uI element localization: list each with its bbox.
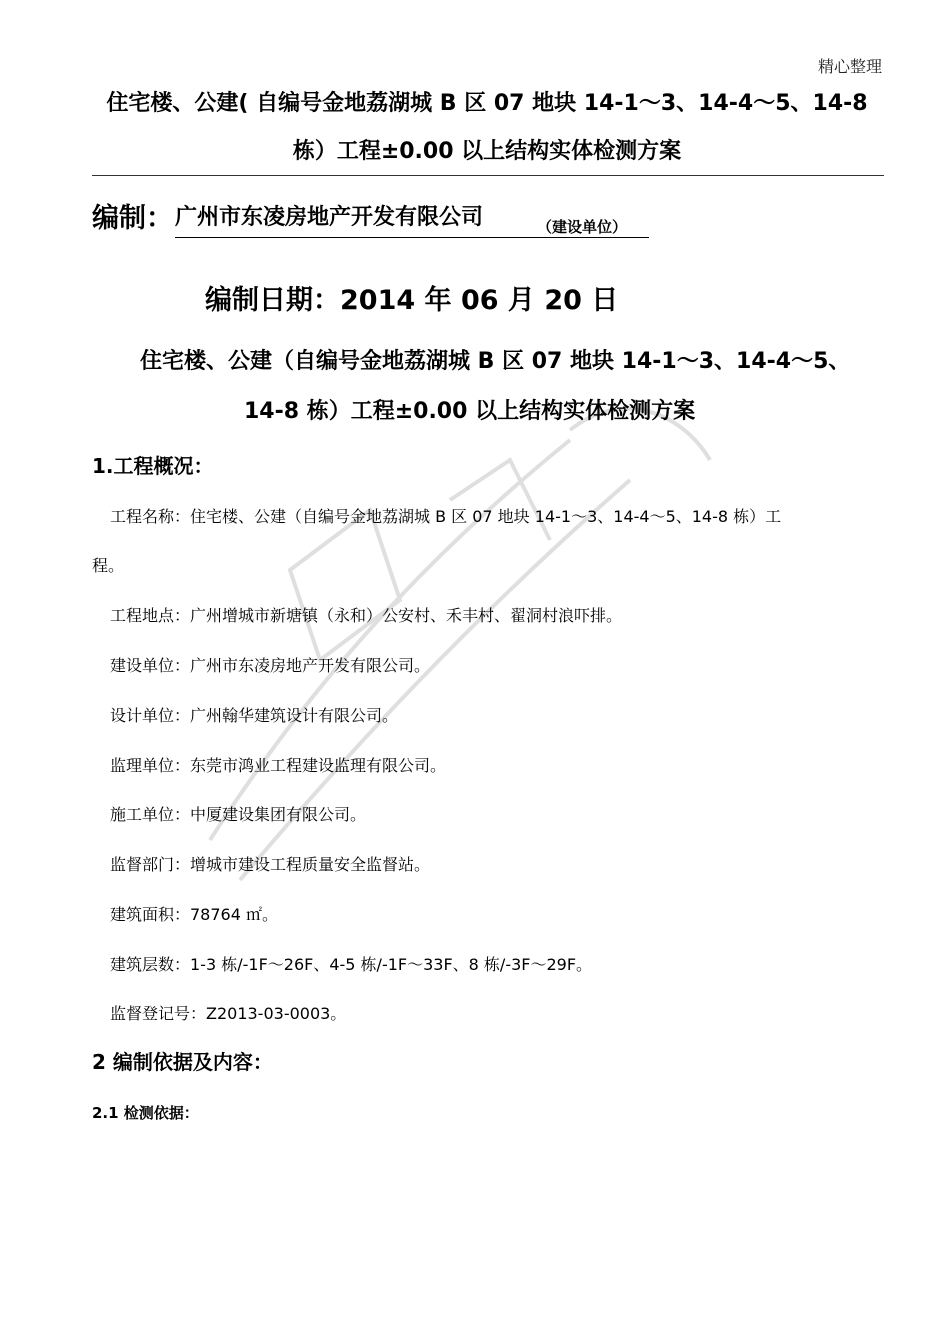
project-designer: 设计单位：广州翰华建筑设计有限公司。 (110, 706, 399, 725)
compile-date: 编制日期：2014 年 06 月 20 日 (205, 285, 619, 316)
document-title-line-1: 住宅楼、公建（自编号金地荔湖城 B 区 07 地块 14-1～3、14-4～5、 (140, 349, 851, 374)
section-2-heading: 2 编制依据及内容： (92, 1050, 273, 1074)
project-floors: 建筑层数：1-3 栋/-1F～26F、4-5 栋/-1F～33F、8 栋/-3F～29F。 (110, 955, 593, 974)
section-1-heading: 1.工程概况： (92, 454, 214, 478)
compiler-label: 编制： (92, 203, 173, 234)
header-note: 精心整理 (817, 57, 882, 76)
project-registration: 监督登记号：Z2013-03-0003。 (110, 1004, 347, 1023)
document-title-line-2: 14-8 栋）工程±0.00 以上结构实体检测方案 (244, 399, 696, 424)
section-2-1-heading: 2.1 检测依据： (92, 1104, 199, 1122)
project-name-line-2: 程。 (92, 556, 125, 575)
watermark-stamp (150, 370, 790, 930)
project-name-line-1: 工程名称：住宅楼、公建（自编号金地荔湖城 B 区 07 地块 14-1～3、14-4～5、14-8 栋）工 (110, 507, 782, 526)
project-supervisor: 监理单位：东莞市鸿业工程建设监理有限公司。 (110, 756, 447, 775)
compiler-underline (175, 237, 649, 238)
compiler-name: 广州市东凌房地产开发有限公司 (175, 205, 484, 230)
cover-title-line-1: 住宅楼、公建( 自编号金地荔湖城 B 区 07 地块 14-1～3、14-4～5、14-8 (106, 91, 868, 116)
cover-title-line-2: 栋）工程±0.00 以上结构实体检测方案 (292, 139, 682, 164)
project-location: 工程地点：广州增城市新塘镇（永和）公安村、禾丰村、翟洞村浪吓排。 (110, 606, 623, 625)
project-owner: 建设单位：广州市东凌房地产开发有限公司。 (110, 656, 431, 675)
project-authority: 监督部门：增城市建设工程质量安全监督站。 (110, 855, 431, 874)
title-divider (92, 175, 884, 176)
project-area: 建筑面积：78764 ㎡。 (110, 905, 278, 924)
compiler-role: （建设单位） (537, 218, 628, 236)
project-contractor: 施工单位：中厦建设集团有限公司。 (110, 805, 367, 824)
